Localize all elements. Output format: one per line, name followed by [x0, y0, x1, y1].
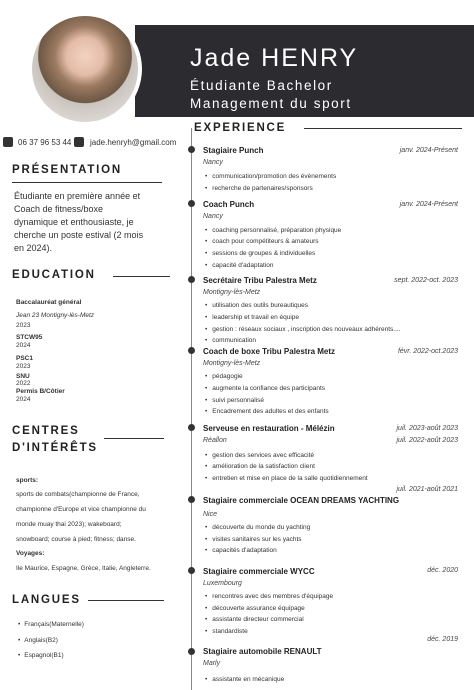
timeline-dot — [188, 200, 195, 207]
education-year: 2023 — [16, 363, 31, 370]
sports-line: championne d'Europe et vice championne du — [16, 506, 146, 513]
experience-heading: EXPERIENCE — [194, 122, 287, 134]
job-date: déc. 2019 — [427, 636, 458, 643]
job-bullet: • sessions de groupes & individuelles — [205, 250, 315, 257]
email-icon — [74, 137, 84, 147]
presentation-line: cherche un poste estival (2 mois — [14, 230, 144, 240]
timeline-dot — [188, 276, 195, 283]
job-bullet: • visites sanitaires sur les yachts — [205, 536, 302, 543]
language-item: • Français(Maternelle) — [18, 621, 84, 628]
education-detail: Jean 23 Montigny-lès-Metz — [16, 312, 95, 319]
job-bullet: • découverte assurance équipage — [205, 605, 305, 612]
experience-divider — [304, 128, 462, 129]
job-bullet: • capacités d'adaptation — [205, 547, 277, 554]
email-address[interactable]: jade.henryh@gmail.com — [90, 138, 177, 147]
timeline-dot — [188, 648, 195, 655]
job-title: Stagiaire Punch — [203, 146, 264, 155]
job-date: sept. 2022-oct. 2023 — [394, 277, 458, 284]
job-date: janv. 2024-Présent — [399, 147, 458, 154]
education-title: STCW95 — [16, 334, 43, 341]
job-date: déc. 2020 — [427, 567, 458, 574]
phone-number[interactable]: 06 37 96 53 44 — [18, 138, 72, 147]
presentation-heading: PRÉSENTATION — [12, 164, 122, 176]
education-title: SNU — [16, 373, 30, 380]
job-date: juil. 2022-août 2023 — [396, 437, 458, 444]
job-title: Stagiaire commerciale OCEAN DREAMS YACHTING — [203, 496, 400, 505]
timeline-line — [191, 128, 192, 690]
job-bullet: • entretien et mise en place de la salle quotidiennement — [205, 475, 368, 482]
job-title: Secrétaire Tribu Palestra Metz — [203, 276, 317, 285]
sports-line: snowboard; course à pied; fitness; danse. — [16, 536, 136, 543]
job-bullet: • découverte du monde du yachting — [205, 524, 310, 531]
travel-text: Ile Maurice, Espagne, Grèce, Italie, Angleterre. — [16, 565, 151, 572]
job-title: Serveuse en restauration - Mélézin — [203, 424, 335, 433]
subtitle-line-1: Étudiante Bachelor — [190, 78, 333, 93]
job-date: janv. 2024-Présent — [399, 201, 458, 208]
job-date: juil. 2023-août 2023 — [396, 425, 458, 432]
job-bullet: • communication/promotion des évènements — [205, 173, 336, 180]
job-bullet: • pédagogie — [205, 373, 243, 380]
job-bullet: • communication — [205, 337, 256, 344]
job-bullet: • capacité d'adaptation — [205, 262, 274, 269]
education-year: 2024 — [16, 396, 31, 403]
education-year: 2023 — [16, 322, 31, 329]
job-bullet: • suivi personnalisé — [205, 397, 264, 404]
timeline-dot — [188, 347, 195, 354]
education-heading: EDUCATION — [12, 269, 96, 281]
job-location: Marly — [203, 660, 221, 667]
sports-label: sports: — [16, 477, 39, 484]
job-date: juil. 2021-août 2021 — [396, 486, 458, 493]
languages-divider — [88, 600, 164, 601]
job-location: Montigny-lès-Metz — [203, 289, 261, 296]
language-item: • Espagnol(B1) — [18, 652, 64, 659]
education-title: Permis B/Côtier — [16, 388, 65, 395]
job-location: Montigny-lès-Metz — [203, 360, 261, 367]
job-bullet: • rencontres avec des membres d'équipage — [205, 593, 333, 600]
job-title: Coach Punch — [203, 200, 255, 209]
job-title: Stagiaire automobile RENAULT — [203, 647, 322, 656]
job-location: Nancy — [203, 159, 223, 166]
job-bullet: • amélioration de la satisfaction client — [205, 463, 315, 470]
job-bullet: • augmente la confiance des participants — [205, 385, 325, 392]
education-title: Baccalauréat général — [16, 299, 82, 306]
education-year: 2022 — [16, 380, 31, 387]
job-bullet: • utilisation des outils bureautiques — [205, 302, 308, 309]
phone-icon — [3, 137, 13, 147]
education-divider — [113, 276, 170, 277]
timeline-dot — [188, 146, 195, 153]
profile-photo — [32, 16, 138, 122]
job-location: Luxembourg — [203, 580, 242, 587]
job-location: Nice — [203, 511, 218, 518]
job-location: Réallon — [203, 437, 227, 444]
language-item: • Anglais(B2) — [18, 637, 58, 644]
presentation-line: dynamique et enthousiaste, je — [14, 217, 134, 227]
job-bullet: • Encadrement des adultes et des enfants — [205, 408, 329, 415]
job-title: Coach de boxe Tribu Palestra Metz — [203, 347, 336, 356]
job-title: Stagiaire commerciale WYCC — [203, 567, 315, 576]
timeline-dot — [188, 567, 195, 574]
job-bullet: • leadership et travail en équipe — [205, 314, 299, 321]
full-name: Jade HENRY — [190, 44, 359, 72]
avatar — [28, 12, 142, 126]
timeline-dot — [188, 496, 195, 503]
presentation-divider — [12, 182, 162, 183]
job-bullet: • assistante en mécanique — [205, 676, 284, 683]
languages-heading: LANGUES — [12, 594, 81, 606]
job-bullet: • gestion des services avec efficacité — [205, 452, 314, 459]
timeline-dot — [188, 424, 195, 431]
job-bullet: • assistante directeur commercial — [205, 616, 304, 623]
job-bullet: • gestion : réseaux sociaux , inscription des nouveaux adhérents.... — [205, 326, 401, 333]
interests-heading-line-1: CENTRES — [12, 425, 80, 437]
job-bullet: • standardiste — [205, 628, 248, 635]
education-year: 2024 — [16, 342, 31, 349]
subtitle-line-2: Management du sport — [190, 96, 352, 111]
sports-line: monde muay thai 2023); wakeboard; — [16, 521, 122, 528]
education-title: PSC1 — [16, 355, 33, 362]
job-location: Nancy — [203, 213, 223, 220]
sports-line: sports de combats(championne de France, — [16, 491, 140, 498]
job-bullet: • coaching personnalisé, préparation physique — [205, 227, 341, 234]
job-bullet: • coach pour compétiteurs & amateurs — [205, 238, 319, 245]
presentation-line: Coach de fitness/boxe — [14, 204, 104, 214]
travel-label: Voyages: — [16, 550, 45, 557]
interests-heading-line-2: D'INTÉRÊTS — [12, 442, 98, 454]
presentation-line: Étudiante en première année et — [14, 191, 141, 201]
presentation-line: en 2024). — [14, 243, 53, 253]
interests-divider — [104, 438, 164, 439]
job-date: févr. 2022-oct.2023 — [397, 348, 458, 355]
job-bullet: • recherche de partenaires/sponsors — [205, 185, 313, 192]
